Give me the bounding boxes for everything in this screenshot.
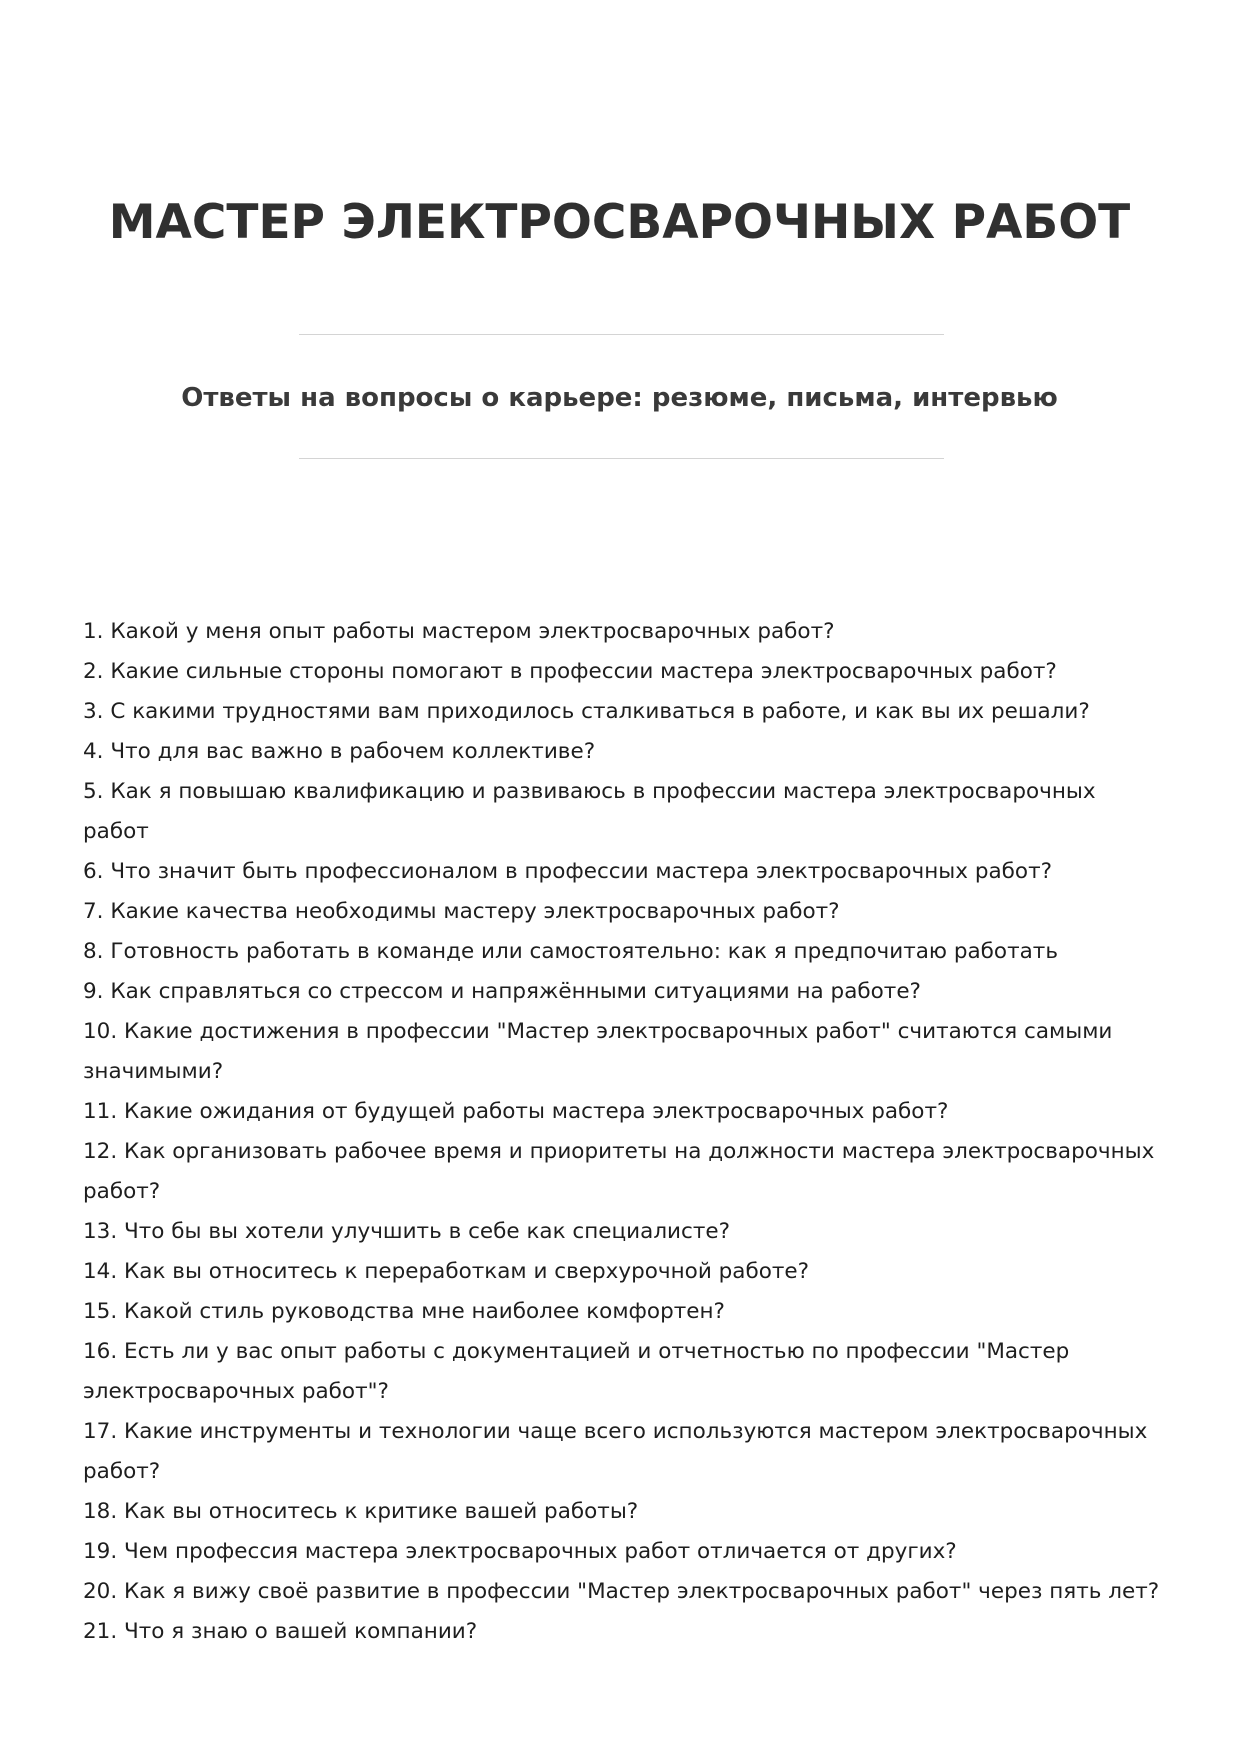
- question-item: 15. Какой стиль руководства мне наиболее комфортен?: [83, 1299, 725, 1324]
- page-title: МАСТЕР ЭЛЕКТРОСВАРОЧНЫХ РАБОТ: [108, 195, 1131, 250]
- divider-top: [299, 334, 944, 335]
- question-item: 17. Какие инструменты и технологии чаще всего используются мастером электросварочных работ?: [83, 1419, 1148, 1484]
- question-item: 13. Что бы вы хотели улучшить в себе как специалисте?: [83, 1219, 731, 1244]
- question-item: 1. Какой у меня опыт работы мастером электросварочных работ?: [83, 619, 835, 644]
- question-item: 16. Есть ли у вас опыт работы с документацией и отчетностью по профессии "Мастер электросварочных работ"?: [83, 1339, 1070, 1404]
- question-item: 6. Что значит быть профессионалом в профессии мастера электросварочных работ?: [83, 859, 1053, 884]
- question-item: 9. Как справляться со стрессом и напряжёнными ситуациями на работе?: [83, 979, 921, 1004]
- question-item: 20. Как я вижу своё развитие в профессии "Мастер электросварочных работ" через пять лет?: [83, 1579, 1160, 1604]
- question-item: 3. С какими трудностями вам приходилось сталкиваться в работе, и как вы их решали?: [83, 699, 1090, 724]
- question-item: 14. Как вы относитесь к переработкам и сверхурочной работе?: [83, 1259, 810, 1284]
- question-item: 21. Что я знаю о вашей компании?: [83, 1619, 478, 1644]
- question-item: 19. Чем профессия мастера электросварочных работ отличается от других?: [83, 1539, 957, 1564]
- question-item: 8. Готовность работать в команде или самостоятельно: как я предпочитаю работать: [83, 939, 1058, 964]
- question-item: 5. Как я повышаю квалификацию и развиваюсь в профессии мастера электросварочных работ: [83, 779, 1096, 844]
- question-item: 18. Как вы относитесь к критике вашей работы?: [83, 1499, 639, 1524]
- page-subtitle: Ответы на вопросы о карьере: резюме, письма, интервью: [181, 383, 1058, 413]
- question-item: 11. Какие ожидания от будущей работы мастера электросварочных работ?: [83, 1099, 949, 1124]
- question-item: 2. Какие сильные стороны помогают в профессии мастера электросварочных работ?: [83, 659, 1057, 684]
- question-list: [83, 612, 1163, 1652]
- question-item: 7. Какие качества необходимы мастеру электросварочных работ?: [83, 899, 840, 924]
- divider-bottom: [299, 458, 944, 459]
- question-item: 4. Что для вас важно в рабочем коллективе?: [83, 739, 596, 764]
- question-item: 12. Как организовать рабочее время и приоритеты на должности мастера электросварочных работ?: [83, 1139, 1155, 1204]
- question-item: 10. Какие достижения в профессии "Мастер электросварочных работ" считаются самыми значимыми?: [83, 1019, 1113, 1084]
